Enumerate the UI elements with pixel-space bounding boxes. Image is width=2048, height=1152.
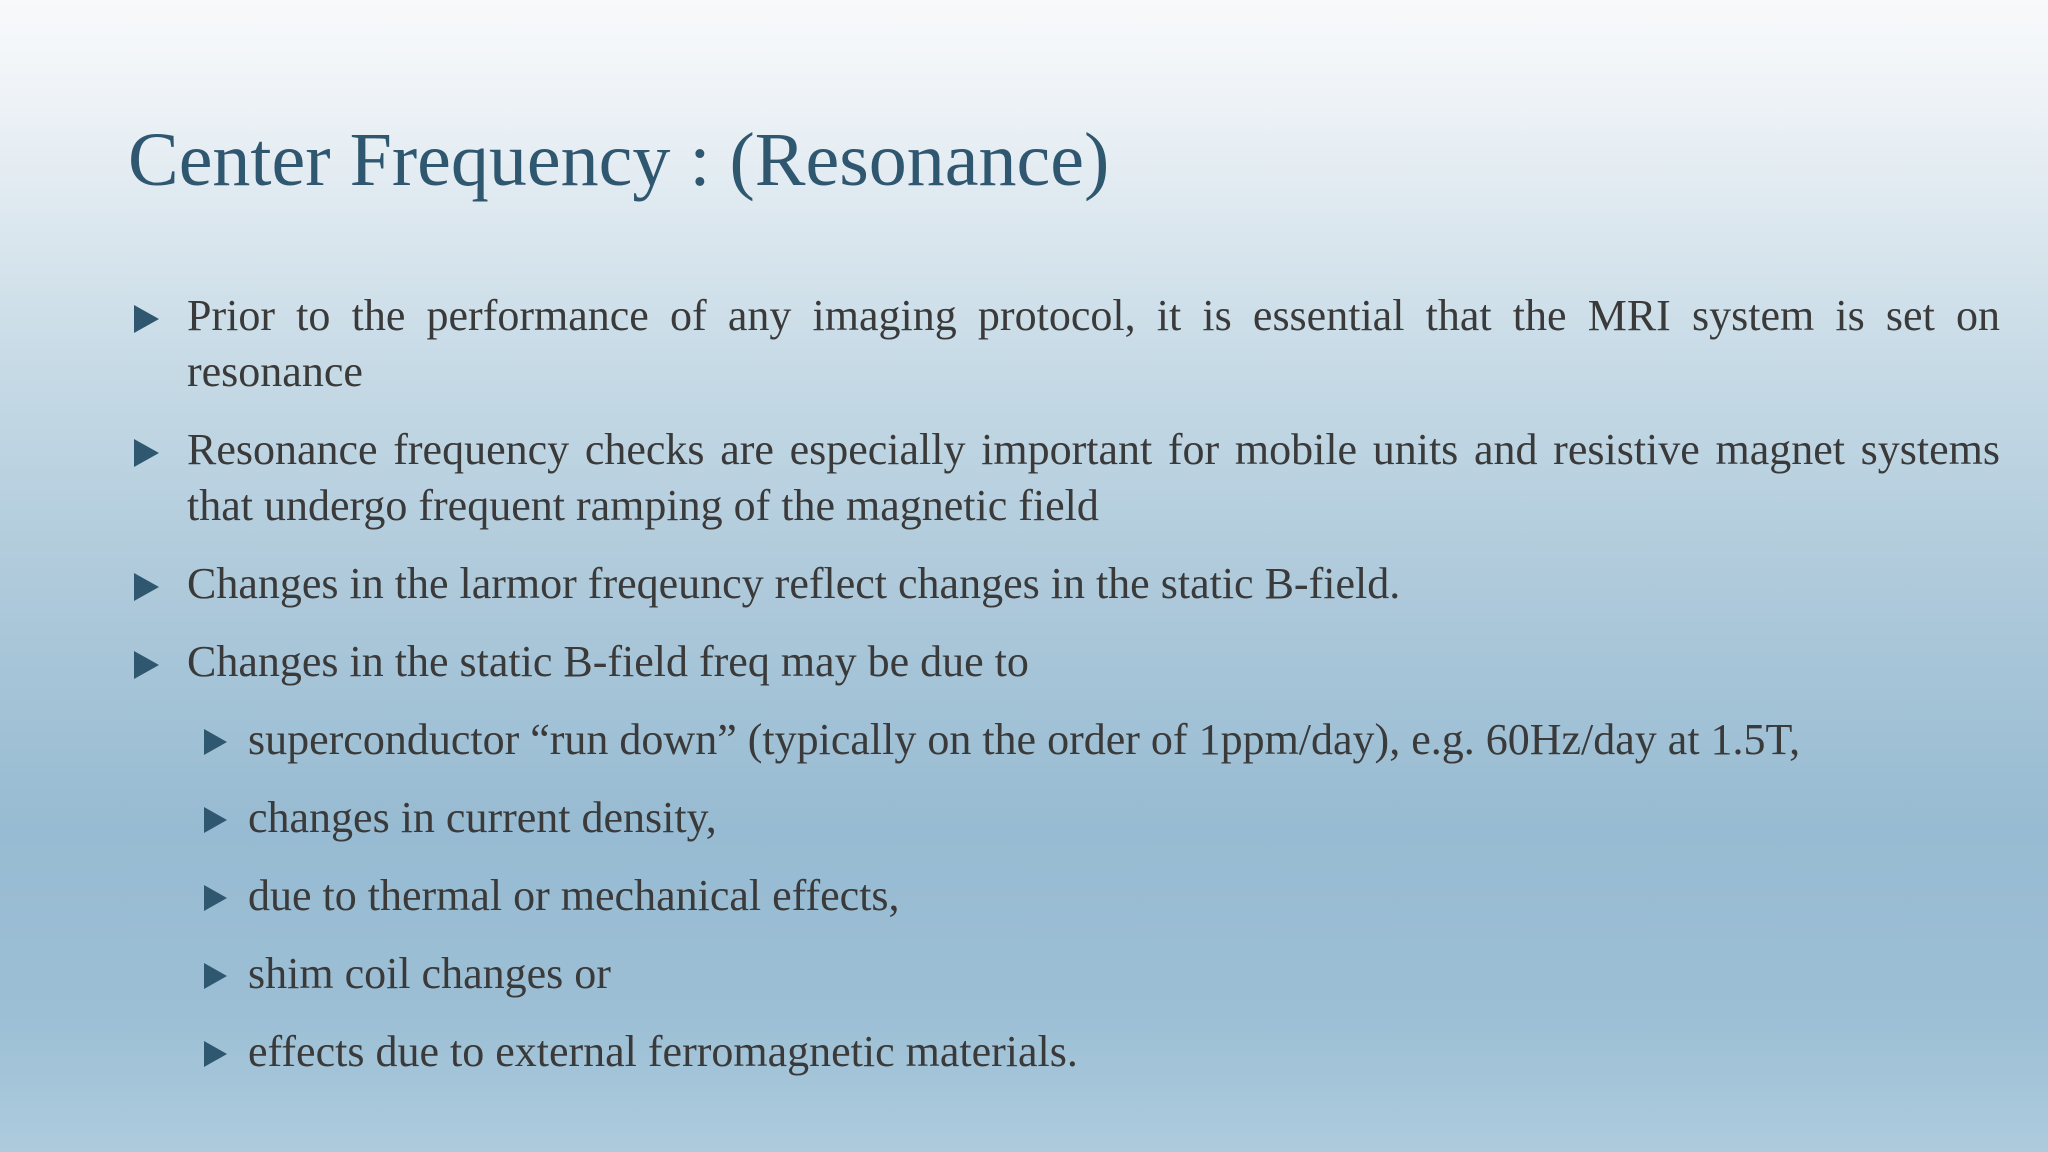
sub-bullet-text: effects due to external ferromagnetic materials. <box>248 1027 1078 1076</box>
triangle-right-icon <box>134 651 159 679</box>
triangle-right-icon <box>204 963 227 989</box>
sub-bullet-text: changes in current density, <box>248 793 717 842</box>
bullet-list <box>128 288 2000 1102</box>
sub-bullet-item <box>204 790 2000 846</box>
slide-title: Center Frequency : (Resonance) <box>128 118 1110 202</box>
triangle-right-icon <box>134 439 159 467</box>
triangle-right-icon <box>204 1041 227 1067</box>
sub-bullet-item <box>204 1024 2000 1080</box>
sub-bullet-item <box>204 712 2000 768</box>
bullet-item <box>128 288 2000 400</box>
triangle-right-icon <box>204 729 227 755</box>
sub-bullet-text: superconductor “run down” (typically on the order of 1ppm/day), e.g. 60Hz/day at 1.5T, <box>248 715 1801 764</box>
triangle-right-icon <box>134 305 159 333</box>
bullet-item <box>128 556 2000 612</box>
bullet-text: Changes in the larmor freqeuncy reflect changes in the static B-field. <box>187 559 1401 608</box>
sub-bullet-item <box>204 868 2000 924</box>
bullet-text: Resonance frequency checks are especially important for mobile units and resistive magnet systems that undergo frequent ramping of the magnetic field <box>187 425 2000 530</box>
bullet-item <box>128 422 2000 534</box>
sub-bullet-item <box>204 946 2000 1002</box>
bullet-text: Changes in the static B-field freq may be due to <box>187 637 1029 686</box>
bullet-text: Prior to the performance of any imaging protocol, it is essential that the MRI system is set on resonance <box>187 291 2000 396</box>
triangle-right-icon <box>204 885 227 911</box>
bullet-item <box>128 634 2000 690</box>
sub-bullet-text: shim coil changes or <box>248 949 611 998</box>
triangle-right-icon <box>134 573 159 601</box>
triangle-right-icon <box>204 807 227 833</box>
sub-bullet-text: due to thermal or mechanical effects, <box>248 871 900 920</box>
